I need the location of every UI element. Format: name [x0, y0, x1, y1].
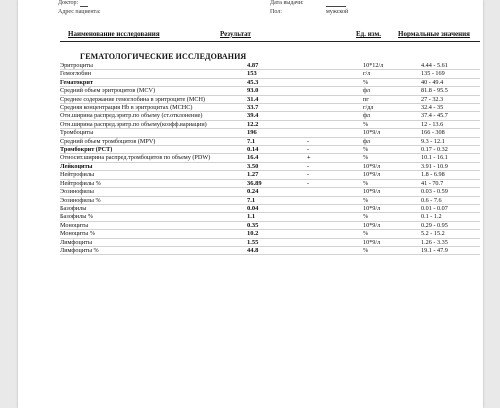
test-norm: 41 - 70.7	[421, 179, 444, 187]
test-unit: 10*9/л	[363, 238, 381, 246]
test-name: Базофилы %	[60, 213, 94, 221]
doctor-label: Доктор:	[58, 0, 79, 6]
table-row	[60, 62, 480, 70]
test-unit: 10*9/л	[363, 204, 381, 212]
test-value: 4.87	[247, 62, 259, 69]
test-flag: -	[307, 179, 310, 187]
section-title: ГЕМАТОЛОГИЧЕСКИЕ ИССЛЕДОВАНИЯ	[80, 52, 247, 61]
test-name: Среднее содержание гемоглобина в эритроците (MCH)	[60, 95, 205, 103]
test-name: Лимфоциты %	[60, 246, 99, 254]
table-row	[60, 188, 480, 196]
test-value: 33.7	[247, 104, 259, 112]
test-norm: 0.29 - 0.95	[421, 221, 448, 229]
test-unit: 10*9/л	[363, 162, 381, 170]
test-norm: 5.2 - 15.2	[421, 230, 445, 238]
col-result: Результат	[220, 30, 251, 38]
test-value: 153	[247, 70, 257, 78]
test-norm: 135 - 169	[421, 70, 445, 78]
sex-label: Пол:	[270, 9, 282, 15]
test-value: 0.14	[247, 146, 259, 154]
table-row	[60, 138, 480, 146]
address-label: Адрес пациента:	[58, 9, 101, 15]
test-value: 3.50	[247, 162, 259, 170]
test-unit: 10*9/л	[363, 221, 381, 229]
test-unit: 10*9/л	[363, 188, 381, 196]
test-unit: фл	[363, 112, 370, 120]
test-flag: -	[307, 171, 310, 179]
test-flag: -	[307, 146, 310, 154]
test-name: Лимфоциты	[60, 238, 93, 246]
results-table	[60, 62, 480, 255]
test-name: Эозинофилы %	[60, 196, 101, 204]
table-row	[60, 79, 480, 87]
test-unit: пг	[363, 95, 369, 103]
test-flag: -	[307, 162, 310, 170]
table-row	[60, 87, 480, 95]
table-row	[60, 129, 480, 137]
col-norm: Нормальные значения	[398, 30, 470, 38]
test-name: Лейкоциты	[60, 162, 93, 170]
test-value: 12.2	[247, 120, 259, 128]
test-unit: %	[363, 78, 369, 86]
test-unit: %	[363, 196, 369, 204]
test-norm: 37.4 - 45.7	[421, 112, 448, 120]
test-norm: 32.4 - 35	[421, 104, 444, 112]
test-norm: 0.03 - 0.59	[421, 188, 448, 196]
test-name: Гемоглобин	[60, 70, 92, 78]
test-unit: %	[363, 246, 369, 254]
test-norm: 1.26 - 3.35	[421, 238, 448, 246]
table-row	[60, 70, 480, 78]
test-value: 36.89	[247, 179, 262, 187]
test-name: Отн.ширина распред.эритр.по объему (ст.отклонение)	[60, 112, 203, 120]
test-value: 7.1	[247, 196, 256, 204]
test-name: Относит.ширина распред.тромбоцитов по объему (PDW)	[60, 154, 211, 162]
test-unit: фл	[363, 87, 370, 95]
test-value: 0.35	[247, 221, 259, 229]
test-norm: 0.6 - 7.6	[421, 196, 442, 204]
table-header	[60, 30, 480, 40]
table-row	[60, 239, 480, 247]
test-norm: 166 - 308	[421, 129, 445, 137]
table-row	[60, 146, 480, 154]
test-value: 93.0	[247, 87, 259, 95]
test-name: Моноциты %	[60, 230, 96, 238]
test-unit: %	[363, 120, 369, 128]
table-row	[60, 197, 480, 205]
test-value: 0.04	[247, 204, 259, 212]
test-unit: %	[363, 213, 369, 221]
test-name: Тромбокрит (PCT)	[60, 146, 113, 154]
table-row	[60, 96, 480, 104]
table-row	[60, 213, 480, 221]
test-name: Эозинофилы	[60, 188, 94, 196]
test-name: Эритроциты	[60, 62, 93, 69]
table-row	[60, 112, 480, 120]
test-name: Нейтрофилы	[60, 171, 95, 179]
test-value: 16.4	[247, 154, 259, 162]
table-row	[60, 171, 480, 179]
test-value: 1.27	[247, 171, 259, 179]
col-name: Наименование исследования	[68, 30, 160, 38]
test-name: Базофилы	[60, 204, 87, 212]
test-unit: 10*12/л	[363, 62, 384, 69]
test-flag: -	[307, 137, 310, 145]
test-norm: 0.1 - 1.2	[421, 213, 442, 221]
test-unit: %	[363, 154, 369, 162]
test-name: Тромбоциты	[60, 129, 94, 137]
test-norm: 4.44 - 5.61	[421, 62, 448, 69]
test-name: Гематокрит	[60, 78, 93, 86]
date-blank	[326, 0, 346, 7]
test-unit: 10*9/л	[363, 171, 381, 179]
doctor-blank	[80, 0, 88, 7]
table-row	[60, 230, 480, 238]
test-unit: %	[363, 146, 369, 154]
test-norm: 0.01 - 0.07	[421, 204, 448, 212]
test-unit: фл	[363, 137, 370, 145]
lab-report-page	[18, 0, 483, 408]
test-name: Нейтрофилы %	[60, 179, 101, 187]
test-value: 0.24	[247, 188, 259, 196]
table-row	[60, 205, 480, 213]
table-row	[60, 121, 480, 129]
test-norm: 9.3 - 12.1	[421, 137, 445, 145]
table-row	[60, 154, 480, 162]
test-norm: 1.8 - 6.98	[421, 171, 445, 179]
test-value: 7.1	[247, 137, 256, 145]
test-norm: 3.91 - 10.9	[421, 162, 448, 170]
sex-value: мужской	[326, 9, 349, 15]
test-value: 39.4	[247, 112, 259, 120]
test-unit: %	[363, 179, 369, 187]
table-row	[60, 163, 480, 171]
test-value: 1.1	[247, 213, 256, 221]
test-value: 45.3	[247, 78, 259, 86]
header-rule	[60, 41, 480, 42]
test-name: Средний объем эритроцитов (MCV)	[60, 87, 156, 95]
test-unit: %	[363, 230, 369, 238]
test-norm: 0.17 - 0.32	[421, 146, 448, 154]
test-value: 31.4	[247, 95, 259, 103]
test-norm: 40 - 49.4	[421, 78, 444, 86]
table-row	[60, 104, 480, 112]
test-value: 196	[247, 129, 257, 137]
table-row	[60, 247, 480, 255]
test-name: Средняя концентрация Hb в эритроцитах (MCHC)	[60, 104, 193, 112]
test-norm: 19.1 - 47.9	[421, 246, 448, 254]
date-label: Дата выдачи:	[270, 0, 304, 6]
test-unit: г/л	[363, 70, 371, 78]
test-name: Средний объем тромбоцитов (MPV)	[60, 137, 156, 145]
test-name: Отн.ширина распред.эритр.по объему(коэфф.вариации)	[60, 120, 207, 128]
table-row	[60, 222, 480, 230]
test-value: 10.2	[247, 230, 259, 238]
test-norm: 10.1 - 16.1	[421, 154, 448, 162]
test-flag: +	[307, 154, 311, 162]
test-name: Моноциты	[60, 221, 89, 229]
test-unit: г/дл	[363, 104, 374, 112]
col-unit: Ед. изм.	[356, 30, 381, 38]
test-norm: 12 - 13.6	[421, 120, 444, 128]
test-norm: 27 - 32.3	[421, 95, 444, 103]
test-value: 1.55	[247, 238, 259, 246]
test-value: 44.8	[247, 246, 259, 254]
test-norm: 81.8 - 95.5	[421, 87, 448, 95]
test-unit: 10*9/л	[363, 129, 381, 137]
table-row	[60, 180, 480, 188]
